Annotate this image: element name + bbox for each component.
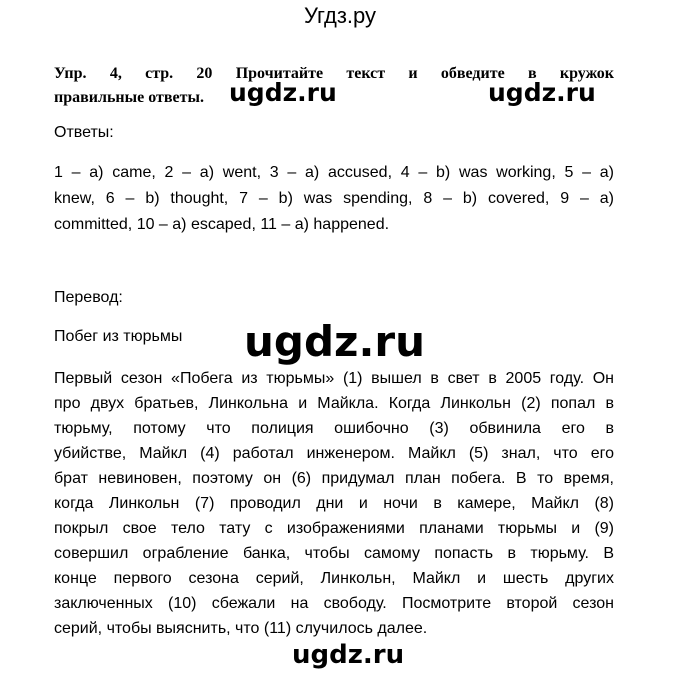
story-line: про двух братьев, Линкольна и Майкла. Когда Линкольн (2) попал в	[54, 395, 614, 412]
answers-line: knew, 6 – b) thought, 7 – b) was spending, 8 – b) covered, 9 – a)	[54, 190, 614, 207]
story-line: тюрьму, потому что полиция ошибочно (3) обвинила его в	[54, 420, 614, 437]
story-line: убийстве, Майкл (4) работал инженером. Майкл (5) знал, что его	[54, 445, 614, 462]
story-line: Первый сезон «Побега из тюрьмы» (1) вышел в свет в 2005 году. Он	[54, 370, 614, 387]
translation-label: Перевод:	[54, 289, 123, 306]
story-line: совершил ограбление банка, чтобы самому попасть в тюрьму. В	[54, 545, 614, 562]
watermark: ugdz.ru	[244, 317, 426, 366]
watermark: ugdz.ru	[229, 78, 337, 107]
answers-label: Ответы:	[54, 124, 114, 141]
story-title: Побег из тюрьмы	[54, 328, 183, 345]
story-line: заключенных (10) сбежали на свободу. Посмотрите второй сезон	[54, 595, 614, 612]
task-heading	[54, 62, 614, 110]
watermark: ugdz.ru	[488, 78, 596, 107]
story-text	[54, 366, 614, 641]
answers-line: 1 – a) came, 2 – a) went, 3 – a) accused, 4 – b) was working, 5 – a)	[54, 164, 614, 181]
watermark: ugdz.ru	[292, 640, 405, 670]
answers-text	[54, 160, 614, 238]
story-line: брат невиновен, поэтому он (6) придумал план побега. В то время,	[54, 470, 614, 487]
site-header: Угдз.ру	[303, 3, 377, 28]
story-line: конце первого сезона серий, Линкольн, Майкл и шесть других	[54, 570, 614, 587]
story-line: серий, чтобы выяснить, что (11) случилось далее.	[54, 620, 428, 637]
story-line: покрыл свое тело тату с изображениями планами тюрьмы и (9)	[54, 520, 614, 537]
story-line: когда Линкольн (7) проводил дни и ночи в камере, Майкл (8)	[54, 495, 614, 512]
answers-line: committed, 10 – a) escaped, 11 – a) happened.	[54, 216, 390, 233]
task-heading-line: Упр. 4, стр. 20 Прочитайте текст и обведите в кружок	[54, 65, 614, 82]
task-heading-line: правильные ответы.	[54, 89, 204, 106]
